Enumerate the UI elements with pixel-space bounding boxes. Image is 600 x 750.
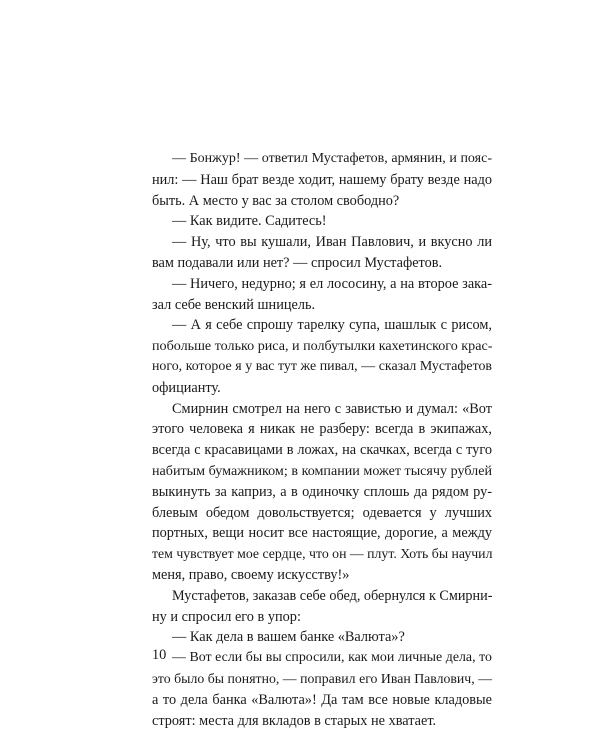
- text-line: этого человека я никак не разберу: всегда в экипажах,: [152, 421, 492, 438]
- text-line: портных, вещи носит все настоящие, дорогие, а между: [152, 525, 492, 542]
- text-line: — Как дела в вашем банке «Валюта»?: [172, 629, 405, 646]
- text-line: а то дела банка «Валюта»! Да там все новые кладовые: [152, 691, 492, 708]
- text-line: Мустафетов, заказав себе обед, обернулся к Смирни-: [172, 587, 493, 604]
- text-line: вам подавали или нет? — спросил Мустафетов.: [152, 254, 443, 271]
- text-line: набитым бумажником; в компании может тысячу рублей: [152, 462, 492, 479]
- text-line: строят: места для вкладов в старых не хватает.: [152, 712, 437, 729]
- text-line: — Как видите. Садитесь!: [172, 213, 327, 230]
- text-line: ну и спросил его в упор:: [152, 608, 301, 625]
- text-line: побольше только риса, и полбутылки кахетинского крас-: [152, 338, 493, 355]
- text-line: — А я себе спрошу тарелку супа, шашлык с рисом,: [172, 317, 492, 334]
- text-line: — Ничего, недурно; я ел лососину, а на второе зака-: [172, 275, 492, 292]
- text-line: выкинуть за каприз, а в одиночку сплошь да рядом ру-: [152, 483, 492, 500]
- text-line: зал себе венский шницель.: [152, 296, 316, 313]
- text-line: официанту.: [152, 379, 221, 396]
- text-line: ного, которое я у вас тут же пивал, — сказал Мустафетов: [152, 358, 492, 374]
- text-line: тем чувствует мое сердце, что он — плут. Хоть бы научил: [152, 546, 493, 562]
- text-line: Смирнин смотрел на него с завистью и думал: «Вот: [172, 400, 492, 417]
- body-text: [152, 149, 492, 731]
- text-line: всегда с красавицами в ложах, на скачках, всегда с туго: [152, 442, 492, 459]
- text-line: — Вот если бы вы спросили, как мои личные дела, то: [172, 650, 492, 666]
- text-line: меня, право, своему искусству!»: [152, 566, 350, 583]
- text-line: это было бы понятно, — поправил его Иван Павлович, —: [152, 670, 492, 686]
- text-line: быть. А место у вас за столом свободно?: [152, 192, 400, 209]
- text-line: — Ну, что вы кушали, Иван Павлович, и вкусно ли: [172, 234, 492, 251]
- text-line: нил: — Наш брат везде ходит, нашему брату везде надо: [152, 171, 492, 188]
- text-line: блевым обедом довольствуется; одевается у лучших: [152, 504, 492, 521]
- text-line: — Бонжур! — ответил Мустафетов, армянин, и пояс-: [172, 151, 492, 166]
- page-number: 10: [152, 647, 167, 663]
